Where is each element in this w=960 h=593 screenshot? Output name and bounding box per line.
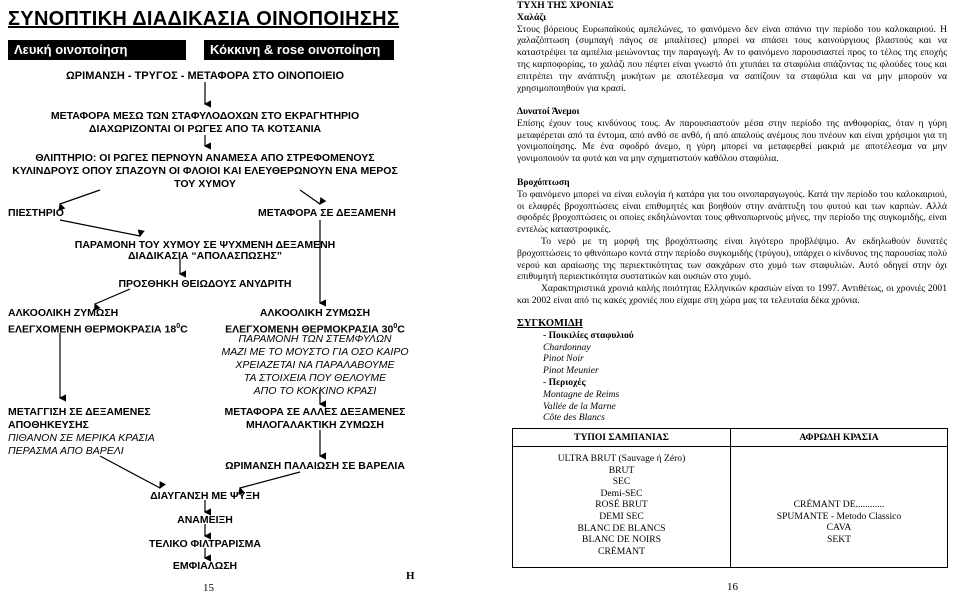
red-maceration-line2: ΜΑΖΙ ΜΕ ΤΟ ΜΟΥΣΤΟ ΓΙΑ ΟΣΟ ΚΑΙΡΟ (221, 346, 409, 358)
region-item: Montagne de Reims (543, 388, 620, 400)
regions-label: - Περιοχές (543, 376, 586, 388)
page-title: ΣΥΝΟΠΤΙΚΗ ΔΙΑΔΙΚΑΣΙΑ ΟΙΝΟΠΟΙΗΣΗΣ (8, 8, 400, 30)
table-cell: CRÉMANT (598, 545, 645, 557)
step-ripening-harvest: ΩΡΙΜΑΝΣΗ - ΤΡΥΓΟΣ - ΜΕΤΑΦΟΡΑ ΣΤΟ ΟΙΝΟΠΟΙΕΙΟ (65, 70, 345, 82)
table-cell: Demi-SEC (600, 487, 643, 499)
margin-letter: Η (406, 570, 415, 582)
left-page (0, 0, 430, 593)
red-barrel-aging: ΩΡΙΜΑΝΣΗ ΠΑΛΑΙΩΣΗ ΣΕ ΒΑΡΕΛΙΑ (225, 460, 405, 472)
white-fermentation-line1: ΑΛΚΟΟΛΙΚΗ ΖΥΜΩΣΗ (8, 307, 119, 319)
table-cell: CAVA (826, 522, 852, 534)
rain-paragraph-3: Χαρακτηριστικά χρονιά καλής ποιότητας Ελληνικών κρασιών είναι το 1997. Αντιθέτως, οι χρονιές 2001 και 2002 είναι από τις κακές χρονιές που είχαμε στη χώρα μας τα τελευταία δέκα χρόνια. (517, 283, 947, 306)
rain-heading: Βροχόπτωση (517, 177, 570, 188)
page-number-right: 16 (727, 581, 738, 593)
wind-paragraph: Επίσης έχουν τους κινδύνους τους. Αν παρουσιαστούν μέσα στην περίοδο της ανθοφορίας, όταν η γύρη μεταφέρεται από τα έντομα, από ανθό σε ανθό, ή από απαλούς ανέμους που πνέουν και είναι χρήσιμοι για τη γονιμοποίησης. Με ένα σφοδρό άνεμο, η γύρη μπορεί να μεταφερθεί μακριά με αποτέλεσμα να μην γονιμοποιούν τα φυτά και να μην σχηματιστούν καθόλου σταφύλια. (517, 117, 947, 165)
red-fermentation-line2: ΕΛΕΓΧΟΜΕΝΗ ΘΕΡΜΟΚΡΑΣΙΑ $30^0C$ (225, 323, 405, 336)
table-column-champagne (513, 429, 731, 567)
step-crusher-line1: ΘΛΙΠΤΗΡΙΟ: ΟΙ ΡΩΓΕΣ ΠΕΡΝΟΥΝ ΑΝΑΜΕΣΑ ΑΠΟ ΣΤΡΕΦΟΜΕΝΟΥΣ (35, 152, 375, 164)
step-settling-line1: ΠΑΡΑΜΟΝΗ ΤΟΥ ΧΥΜΟΥ ΣΕ ΨΥΧΜΕΝΗ ΔΕΞΑΜΕΝΗ (74, 239, 336, 251)
white-storage-line1: ΜΕΤΑΓΓΙΣΗ ΣΕ ΔΕΞΑΜΕΝΕΣ (8, 406, 151, 418)
table-header-sparkling: ΑΦΡΩΔΗ ΚΡΑΣΙΑ (799, 432, 879, 443)
step-destemmer-line1: ΜΕΤΑΦΟΡΑ ΜΕΣΩ ΤΩΝ ΣΤΑΦΥΛΟΔΟΧΩΝ ΣΤΟ ΕΚΡΑΓΗΤΗΡΙΟ (50, 110, 360, 122)
arrow-press-to-settling (60, 220, 140, 236)
region-item: Vallée de la Marne (543, 400, 616, 412)
step-settling-line2: ΔΙΑΔΙΚΑΣΙΑ “ΑΠΟΛΑΣΠΩΣΗΣ” (127, 250, 283, 262)
region-item: Côte des Blancs (543, 412, 605, 424)
page-number-left: 15 (203, 582, 214, 593)
table-cell: SEC (612, 476, 631, 488)
red-maceration-line3: ΧΡΕΙΑΖΕΤΑΙ ΝΑ ΠΑΡΑΛΑΒΟΥΜΕ (235, 359, 395, 371)
table-header-champagne: ΤΥΠΟΙ ΣΑΜΠΑΝΙΑΣ (574, 432, 669, 443)
table-cell: SEKT (827, 533, 851, 545)
white-fermentation-line2: ΕΛΕΓΧΟΜΕΝΗ ΘΕΡΜΟΚΡΑΣΙΑ $18^0C$ (8, 323, 188, 336)
step-bottling: ΕΜΦΙΑΛΩΣΗ (172, 560, 238, 572)
step-cold-clarification: ΔΙΑΥΓΑΝΣΗ ΜΕ ΨΥΞΗ (150, 490, 260, 502)
table-column-sparkling (731, 429, 947, 567)
arrow-white-to-clarification (100, 456, 160, 488)
arrow-sulfite-to-white-fermentation (95, 289, 130, 304)
hail-paragraph: Στους βόρειους Ευρωπαϊκούς αμπελώνες, το φαινόμενο δεν είναι σπάνιο την περίοδο του καλοκαιριού. Η χαλαζόπτωση (συμπαγή πάγος σε μπαλίτσες) μπορεί να σπάσει τους καινούργιους βλαστούς και να καταστρέψει τα αμπέλια μειώνοντας την παραγωγή. Αν το φαινόμενο παρουσιαστεί προς το τέλος της εποχής της καρποφορίας, το χαλάζι που πέφτει είναι γνωστό ότι χτυπάει τα σταφύλια σπάζοντας τις φλούδες τους και επιτρέπει την ανάπτυξη μυκήτων με αποτέλεσμα να σαπίζουν τα σταφύλια και να μην μπορούν να χρησιμοποιηθούν για κρασί. (517, 23, 947, 94)
step-blending: ΑΝΑΜΕΙΞΗ (177, 514, 233, 526)
varieties-label: - Ποικιλίες σταφυλιού (543, 329, 634, 341)
table-cell: CRÉMANT DE............ (793, 499, 885, 510)
red-maceration-line1: ΠΑΡΑΜΟΝΗ ΤΩΝ ΣΤΕΜΦΥΛΩΝ (238, 333, 392, 345)
rain-paragraph-1: Το φαινόμενο μπορεί να είναι ευλογία ή κατάρα για του οινοπαραγωγούς. Κατά την περίοδο του καλοκαιριού, οι ελαφρές βροχοπτώσεις είναι επιθυμητές και βοηθούν στην ανάπτυξη του φυτού και των καρπών. Αλλά σφοδρές βροχοπτώσεις οι οποίες εκδηλώνονται τους φθινοπωρινούς μήνες, την περίοδο της συγκομιδής, είναι εντελώς καταστροφικές. (517, 188, 947, 236)
variety-item: Chardonnay (543, 341, 591, 353)
red-vinification-header: Κόκκινη & rose οινοποίηση (204, 40, 394, 60)
arrow-crusher-to-press (60, 190, 100, 204)
step-crusher-line2: ΚΥΛΙΝΔΡΟΥΣ ΟΠΟΥ ΣΠΑΖΟΥΝ ΟΙ ΦΛΟΙΟΙ ΚΑΙ ΕΛΕΥΘΕΡΩΝΟΥΝ ΕΝΑ ΜΕΡΟΣ (12, 165, 398, 177)
champagne-list (513, 453, 730, 557)
white-vinification-header: Λευκή οινοποίηση (8, 40, 186, 60)
red-malolactic-line2: ΜΗΛΟΓΑΛΑΚΤΙΚΗ ΖΥΜΩΣΗ (245, 419, 385, 431)
red-maceration-line4: ΤΑ ΣΤΟΙΧΕΙΑ ΠΟΥ ΘΕΛΟΥΜΕ (243, 372, 387, 384)
white-barrel-line1: ΠΙΘΑΝΟΝ ΣΕ ΜΕΡΙΚΑ ΚΡΑΣΙΑ (8, 432, 155, 444)
variety-item: Pinot Noir (543, 353, 584, 365)
step-crusher-line3: ΤΟΥ ΧΥΜΟΥ (174, 178, 236, 190)
flowchart-arrows (0, 0, 430, 593)
harvest-heading: ΣΥΓΚΟΜΙΔΗ (517, 318, 583, 329)
red-transfer-line1: ΜΕΤΑΦΟΡΑ ΣΕ ΑΛΛΕΣ ΔΕΞΑΜΕΝΕΣ (224, 406, 406, 418)
step-final-filtering: ΤΕΛΙΚΟ ΦΙΛΤΡΑΡΙΣΜΑ (149, 538, 261, 550)
section-title-weather: ΤΥΧΗ ΤΗΣ ΧΡΟΝΙΑΣ (517, 0, 614, 11)
step-press: ΠΙΕΣΤΗΡΙΟ (8, 207, 64, 219)
table-cell: ULTRA BRUT (Sauvage ή Zéro) (557, 453, 686, 464)
arrow-red-to-clarification (240, 472, 300, 488)
arrow-crusher-to-tank (300, 190, 320, 204)
white-barrel-line2: ΠΕΡΑΣΜΑ ΑΠΟ ΒΑΡΕΛΙ (8, 445, 124, 457)
wind-heading: Δυνατοί Άνεμοι (517, 106, 580, 117)
hail-heading: Χαλάζι (517, 11, 547, 23)
table-cell: ROSÉ BRUT (595, 499, 648, 511)
table-cell: BRUT (608, 464, 635, 476)
sparkling-list (731, 499, 947, 545)
step-destemmer-line2: ΔΙΑΧΩΡΙΖΟΝΤΑΙ ΟΙ ΡΩΓΕΣ ΑΠΟ ΤΑ ΚΟΤΣΑΝΙΑ (88, 123, 322, 135)
variety-item: Pinot Meunier (543, 365, 599, 377)
white-storage-line2: ΑΠΟΘΗΚΕΥΣΗΣ (8, 419, 89, 431)
table-cell: BLANC DE NOIRS (582, 534, 661, 546)
red-fermentation-line1: ΑΛΚΟΟΛΙΚΗ ΖΥΜΩΣΗ (259, 307, 371, 319)
step-transfer-to-tank: ΜΕΤΑΦΟΡΑ ΣΕ ΔΕΞΑΜΕΝΗ (258, 207, 396, 219)
champagne-types-table (512, 428, 948, 568)
red-maceration-line5: ΑΠΟ ΤΟ ΚΟΚΚΙΝΟ ΚΡΑΣΙ (253, 385, 377, 397)
table-cell: BLANC DE BLANCS (577, 522, 666, 534)
rain-paragraph-2: Το νερό με τη μορφή της βροχόπτωσης είναι λιγότερο προβλέψιμο. Αν εκδηλωθούν δυνατές βροχοπτώσεις το φθινόπωρο κοντά στην περίοδο συγκομιδής (τρύγου), υπάρχει ο κίνδυνος της παρουσίας πολύ νερού και αραίωσης της περιεκτικότητας των σακχάρων στο χυμό των σταφυλιών. Αυτό οδηγεί στην όχι επιθυμητή περιεκτικότητα συστατικών και ουσιών στο χυμό. (517, 235, 947, 283)
step-sulfite-addition: ΠΡΟΣΘΗΚΗ ΘΕΙΩΔΟΥΣ ΑΝΥΔΡΙΤΗ (118, 278, 292, 290)
table-cell: SPUMANTE - Metodo Classico (776, 510, 902, 522)
table-cell: DEMI SEC (599, 510, 644, 522)
